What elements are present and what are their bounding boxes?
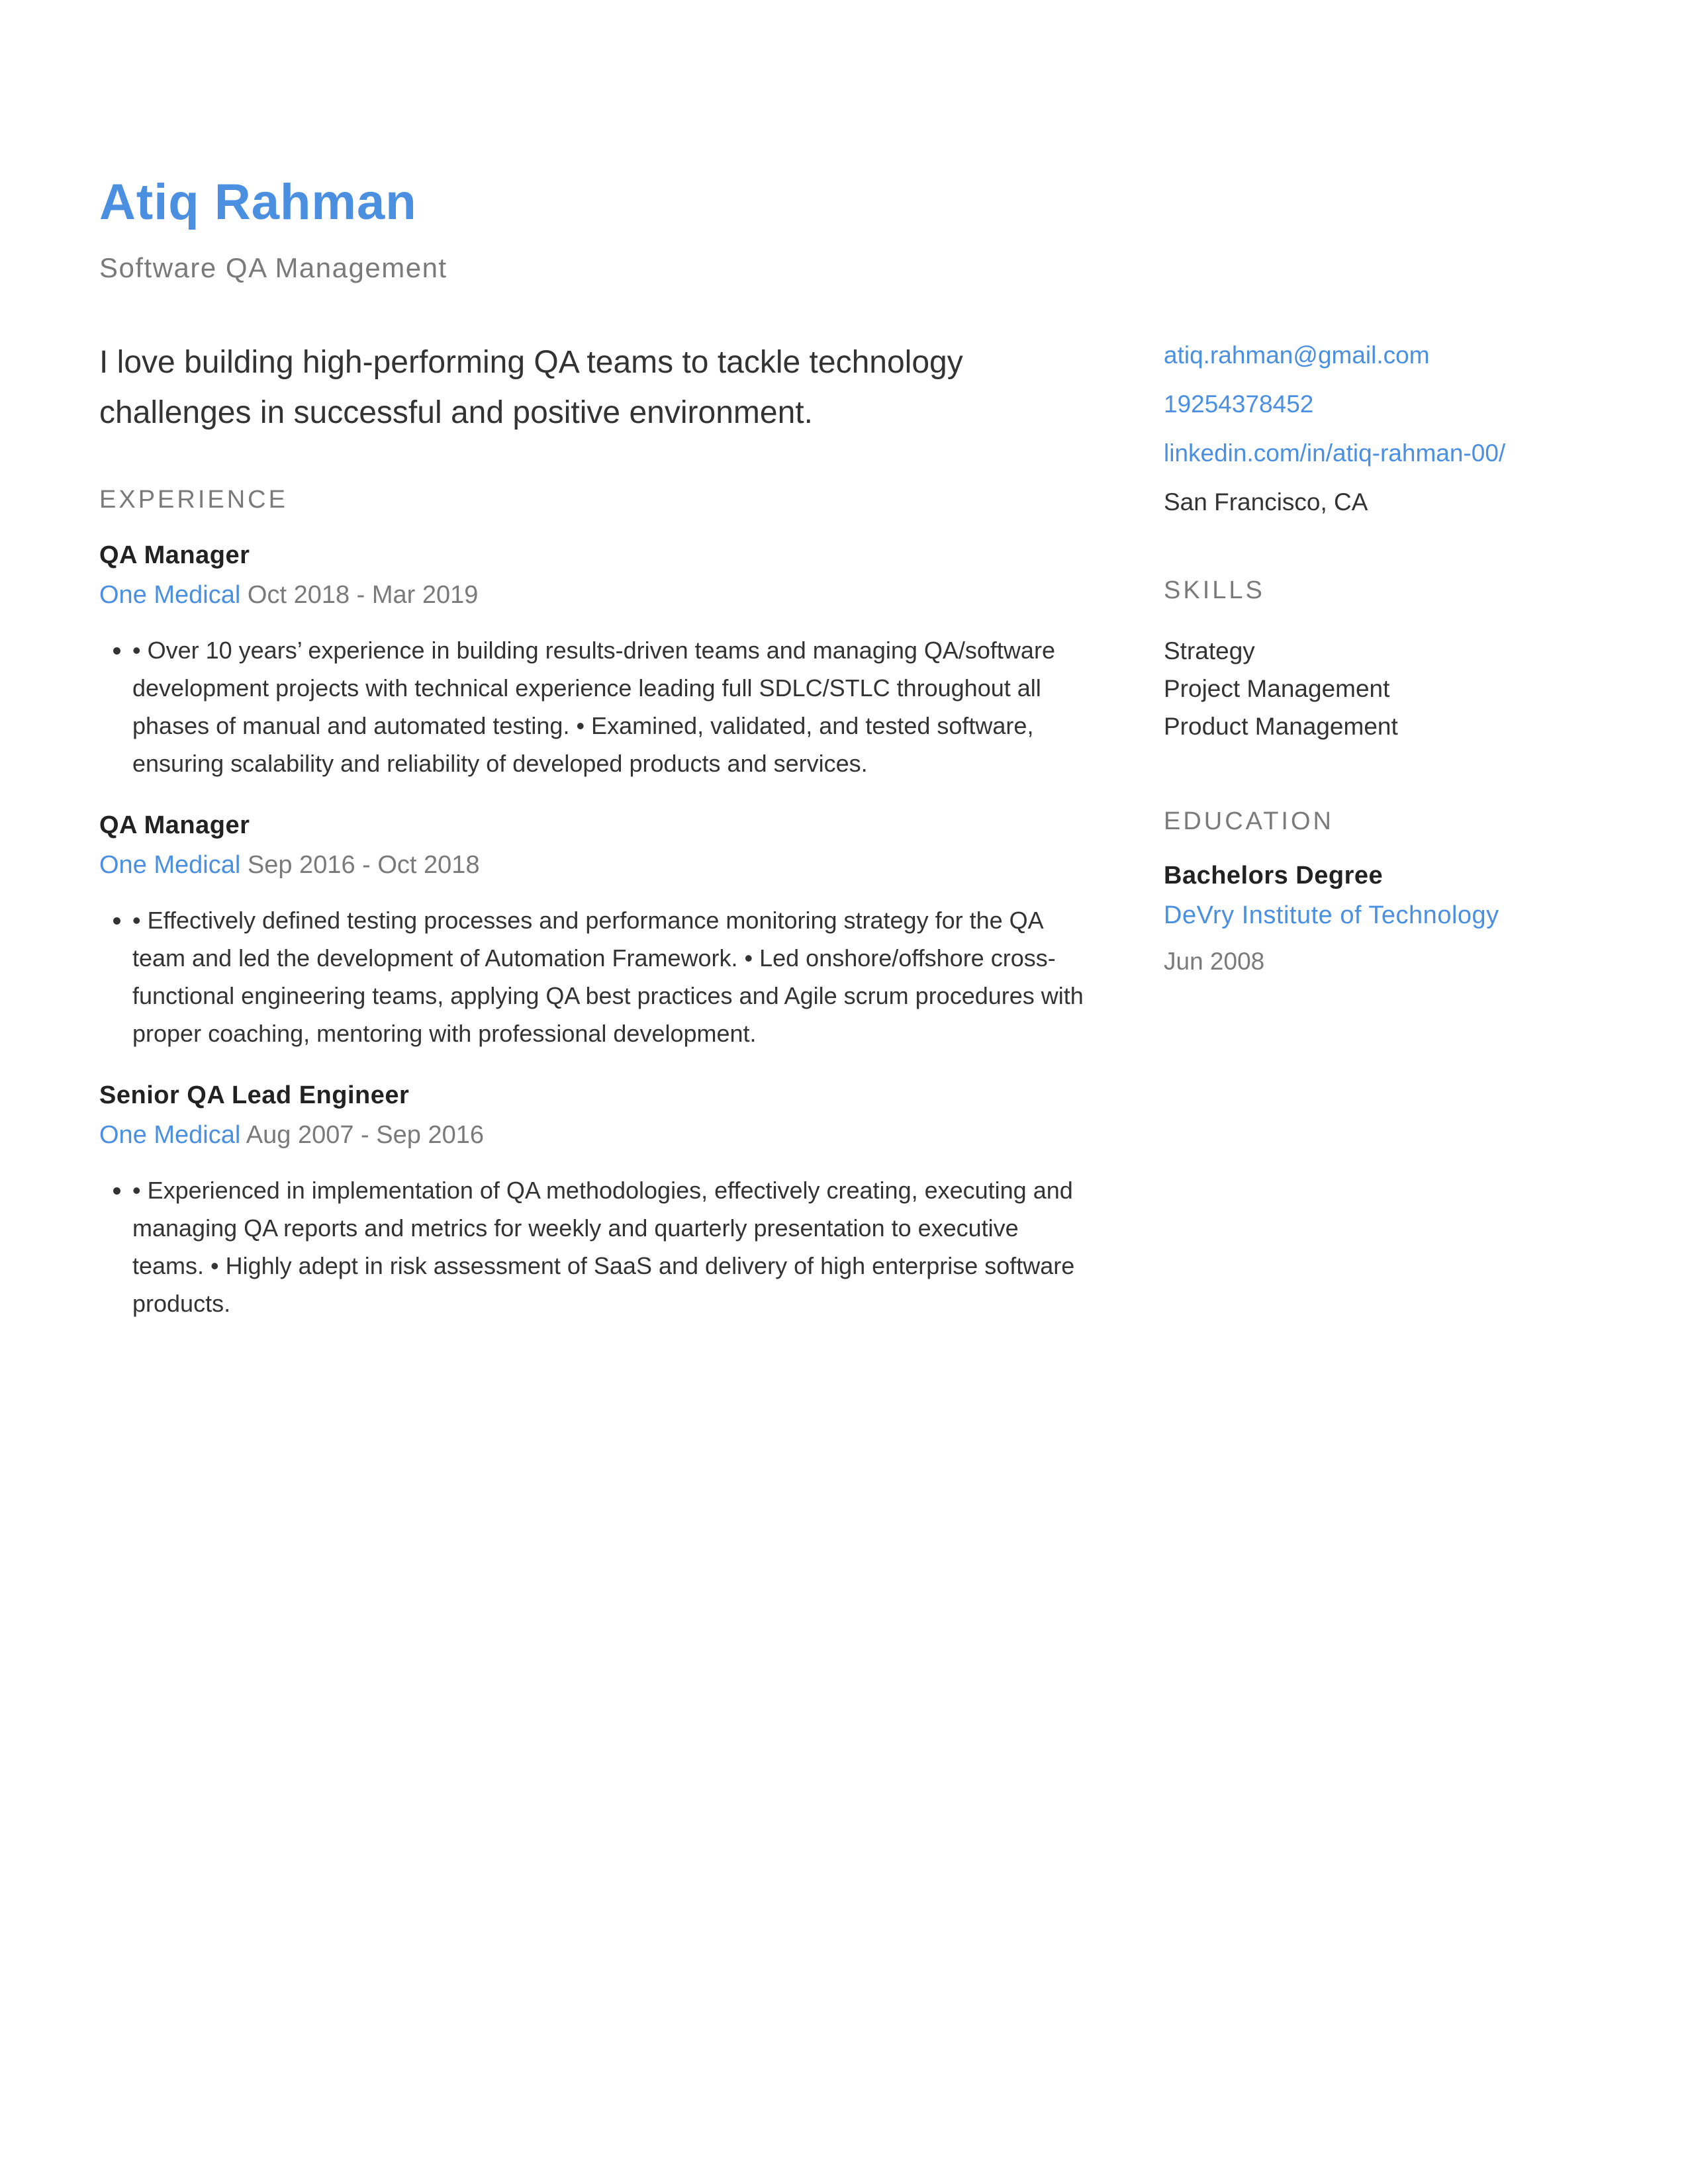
job-entry [99, 813, 1086, 1052]
skill-item: Project Management [1164, 675, 1390, 702]
candidate-name: Atiq Rahman [99, 174, 417, 230]
job-dates: Sep 2016 - Oct 2018 [247, 851, 480, 879]
summary: I love building high-performing QA teams to tackle technology challenges in successful and positive environment. [99, 345, 963, 430]
graduation-date: Jun 2008 [1164, 948, 1265, 975]
location: San Francisco, CA [1164, 488, 1368, 516]
main-column [99, 338, 1086, 1353]
job-description-list [99, 631, 1086, 782]
experience-heading: EXPERIENCE [99, 486, 288, 514]
sidebar-column [1164, 343, 1627, 974]
job-dates: Aug 2007 - Sep 2016 [246, 1121, 484, 1149]
job-description: • • Effectively defined testing processes and performance monitoring strategy for the QA team and led the development of Automation Framework. • Led onshore/offshore cross-functional engineering teams, applying QA best practices and Agile scrum procedures with proper coaching, mentoring with professional development. [132, 901, 1086, 1052]
job-meta [99, 1122, 1086, 1148]
job-title: QA Manager [99, 541, 250, 569]
job-title: QA Manager [99, 811, 250, 839]
candidate-title: Software QA Management [99, 252, 447, 283]
company-name: One Medical [99, 851, 241, 879]
job-meta [99, 582, 1086, 608]
job-entry [99, 1083, 1086, 1322]
education-heading: EDUCATION [1164, 807, 1334, 835]
job-dates: Oct 2018 - Mar 2019 [247, 581, 479, 609]
skill-item: Strategy [1164, 637, 1255, 664]
job-title: Senior QA Lead Engineer [99, 1081, 410, 1109]
skill-item: Product Management [1164, 713, 1398, 740]
skills-list [1164, 632, 1627, 745]
job-description-list [99, 1171, 1086, 1322]
job-description: • • Experienced in implementation of QA methodologies, effectively creating, executing and managing QA reports and metrics for weekly and quarterly presentation to executive teams. • Highly adept in risk assessment of SaaS and delivery of high enterprise software products. [132, 1171, 1086, 1322]
job-description-list [99, 901, 1086, 1052]
linkedin-link[interactable]: linkedin.com/in/atiq-rahman-00/ [1164, 439, 1506, 467]
job-entry [99, 543, 1086, 782]
degree: Bachelors Degree [1164, 862, 1383, 889]
job-description: • • Over 10 years’ experience in building results-driven teams and managing QA/software development projects with technical experience leading full SDLC/STLC throughout all phases of manual and automated testing. • Examined, validated, and tested software, ensuring scalability and reliability of developed products and services. [132, 631, 1086, 782]
phone-link[interactable]: 19254378452 [1164, 390, 1314, 418]
job-meta [99, 852, 1086, 878]
skills-heading: SKILLS [1164, 576, 1265, 604]
company-name: One Medical [99, 581, 241, 609]
company-name: One Medical [99, 1121, 241, 1149]
school-name: DeVry Institute of Technology [1164, 901, 1499, 929]
email-link[interactable]: atiq.rahman@gmail.com [1164, 341, 1430, 369]
